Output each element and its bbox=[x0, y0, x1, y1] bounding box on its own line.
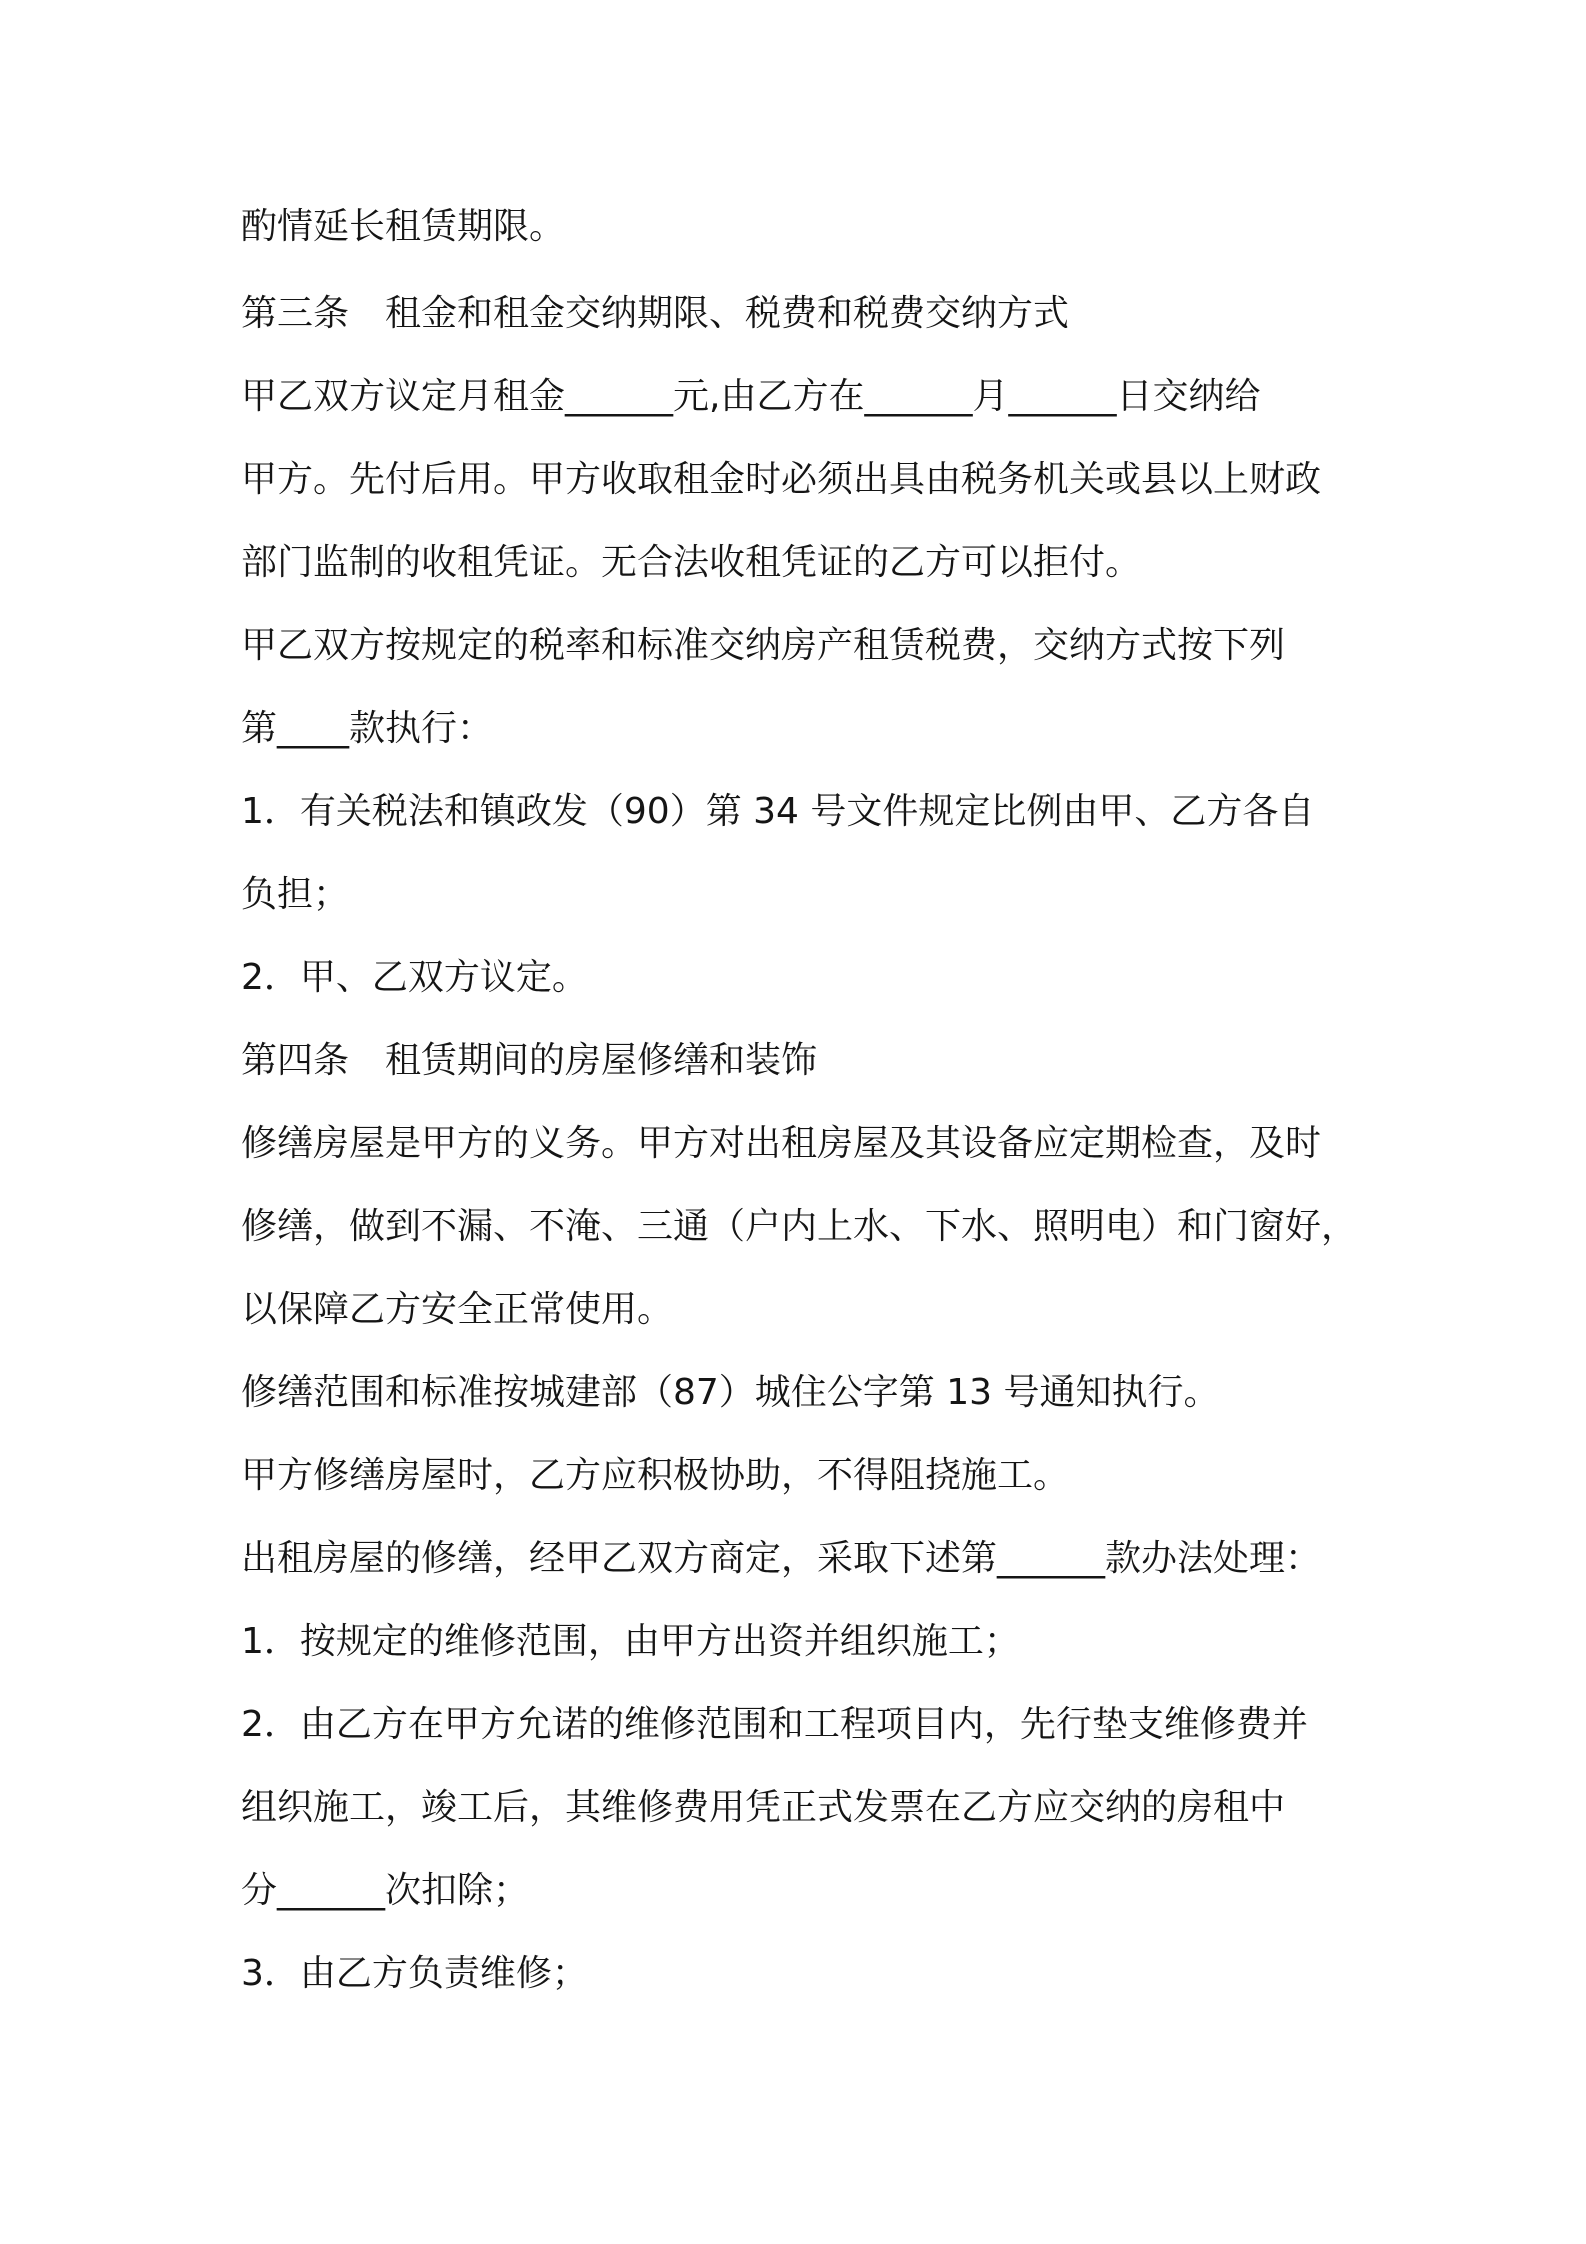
text-line-17: 出租房屋的修缮，经甲乙双方商定，采取下述第______款办法处理： bbox=[241, 1538, 1322, 1579]
text-line-14: 以保障乙方安全正常使用。 bbox=[241, 1289, 674, 1330]
text-line-20: 组织施工，竣工后，其维修费用凭正式发票在乙方应交纳的房租中 bbox=[241, 1787, 1286, 1828]
article-3-heading: 第三条 租金和租金交纳期限、税费和税费交纳方式 bbox=[241, 293, 1070, 334]
text-line-9: 负担； bbox=[241, 874, 350, 915]
text-line-13: 修缮，做到不漏、不淹、三通（户内上水、下水、照明电）和门窗好， bbox=[241, 1206, 1358, 1247]
list-item-5: 3．由乙方负责维修； bbox=[241, 1953, 588, 1994]
text-line-1: 酌情延长租赁期限。 bbox=[241, 206, 566, 247]
text-line-5: 部门监制的收租凭证。无合法收租凭证的乙方可以拒付。 bbox=[241, 542, 1142, 583]
text-line-16: 甲方修缮房屋时，乙方应积极协助，不得阻挠施工。 bbox=[241, 1455, 1070, 1496]
list-item-1: 1．有关税法和镇政发（90）第 34 号文件规定比例由甲、乙方各自 bbox=[241, 791, 1315, 832]
text-line-15: 修缮范围和标准按城建部（87）城住公字第 13 号通知执行。 bbox=[241, 1372, 1220, 1413]
text-line-6: 甲乙双方按规定的税率和标准交纳房产租赁税费，交纳方式按下列 bbox=[241, 625, 1286, 666]
list-item-3: 1．按规定的维修范围，由甲方出资并组织施工； bbox=[241, 1621, 1020, 1662]
text-line-21: 分______次扣除； bbox=[241, 1870, 530, 1911]
text-line-7: 第____款执行： bbox=[241, 708, 494, 749]
list-item-2: 2．甲、乙双方议定。 bbox=[241, 957, 588, 998]
text-line-4: 甲方。先付后用。甲方收取租金时必须出具由税务机关或县以上财政 bbox=[241, 459, 1322, 500]
list-item-4: 2．由乙方在甲方允诺的维修范围和工程项目内，先行垫支维修费并 bbox=[241, 1704, 1308, 1745]
text-line-12: 修缮房屋是甲方的义务。甲方对出租房屋及其设备应定期检查，及时 bbox=[241, 1123, 1322, 1164]
text-line-3: 甲乙双方议定月租金______元,由乙方在______月______日交纳给 bbox=[241, 376, 1261, 417]
article-4-heading: 第四条 租赁期间的房屋修缮和装饰 bbox=[241, 1040, 818, 1081]
